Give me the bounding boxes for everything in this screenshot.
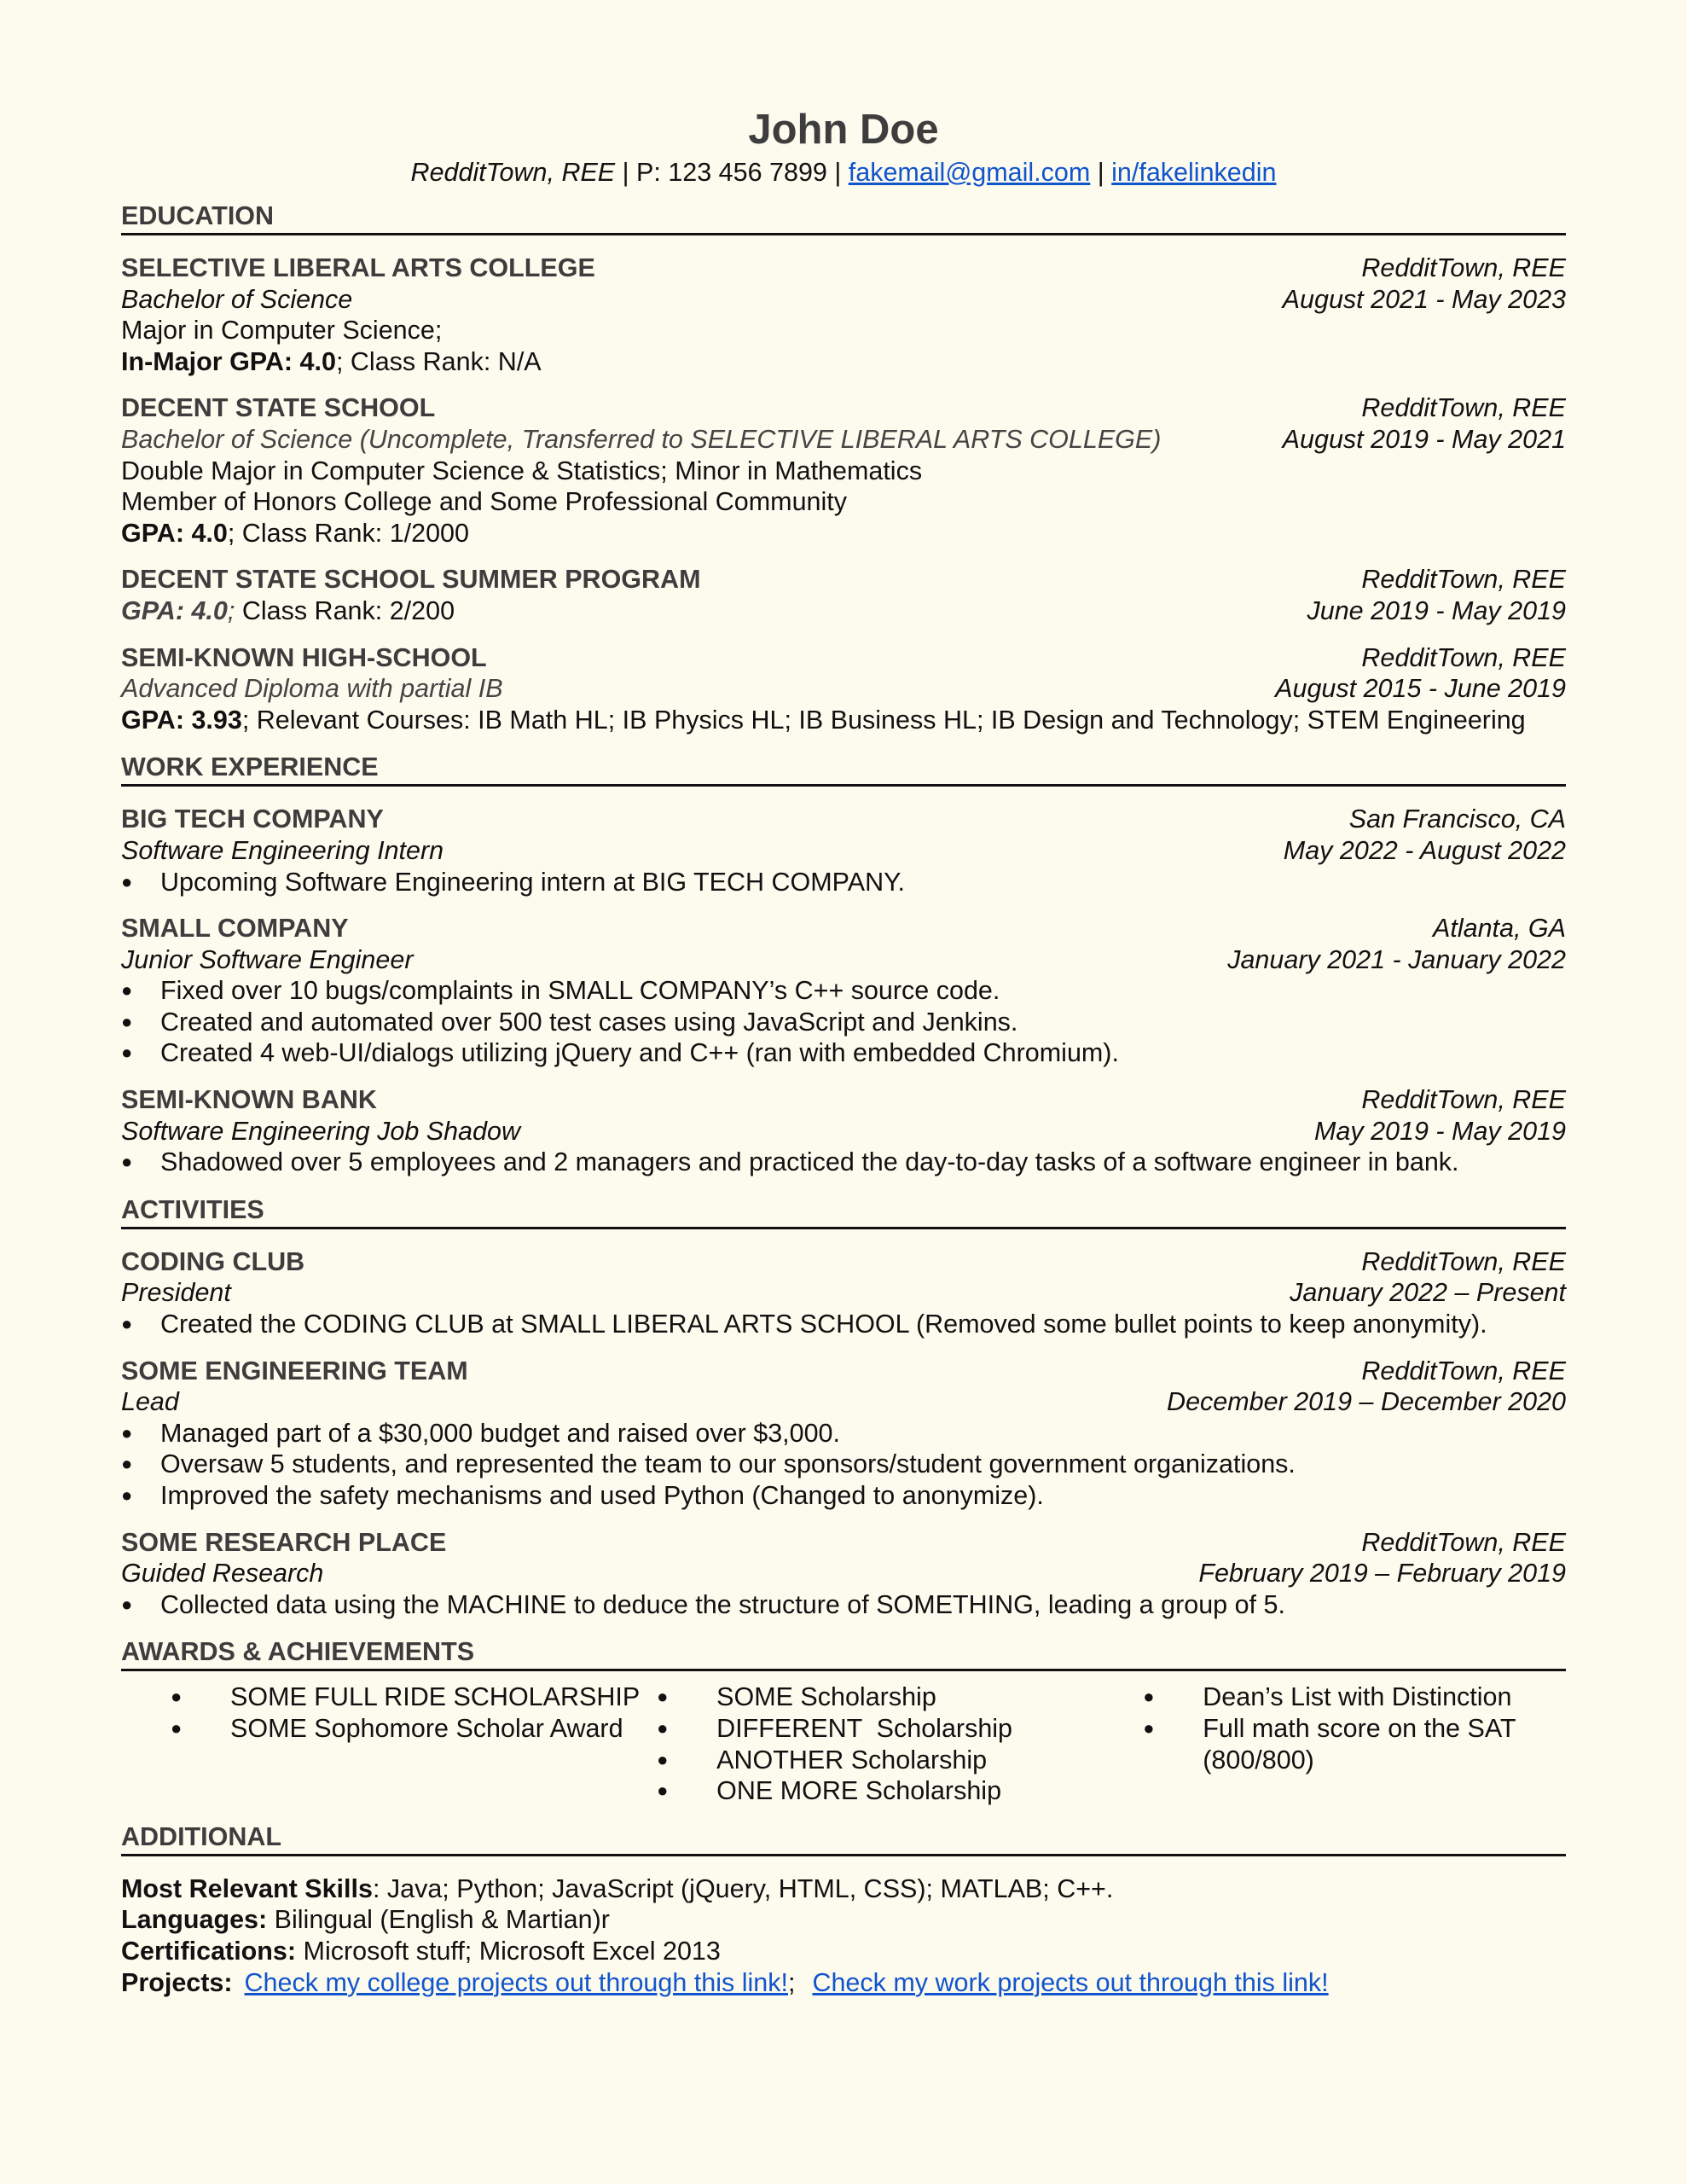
detail-line: Major in Computer Science; <box>121 316 443 346</box>
gpa-label: In-Major GPA: 4.0 <box>121 346 336 376</box>
section-title-additional: ADDITIONAL <box>121 1821 1566 1856</box>
skills-label: Most Relevant Skills <box>121 1873 373 1903</box>
bullet-item: ● Oversaw 5 students, and represented the team to our sponsors/student government organizations. <box>121 1449 1566 1480</box>
dates: February 2019 – February 2019 <box>1198 1559 1566 1589</box>
activity-name: SOME RESEARCH PLACE <box>121 1527 447 1557</box>
bullet-item: ● Upcoming Software Engineering intern at BIG TECH COMPANY. <box>121 867 1566 898</box>
skills-line <box>121 1873 1566 1905</box>
certifications-line <box>121 1936 1566 1967</box>
awards-grid <box>121 1682 1566 1806</box>
college-projects-link[interactable]: Check my college projects out through this link! <box>244 1967 788 1997</box>
bullet-list <box>121 867 1566 898</box>
activity-name: CODING CLUB <box>121 1246 305 1276</box>
dates: January 2022 – Present <box>1290 1278 1566 1308</box>
languages-line <box>121 1904 1566 1936</box>
languages-label: Languages: <box>121 1905 268 1935</box>
award-item: ● ONE MORE Scholarship <box>657 1775 1143 1807</box>
contact-location: RedditTown, REE <box>410 158 616 187</box>
awards-column <box>171 1682 657 1806</box>
job-title: Software Engineering Job Shadow <box>121 1116 520 1146</box>
company-name: SMALL COMPANY <box>121 914 349 944</box>
gpa-rest: Class Rank: 2/200 <box>235 595 455 625</box>
candidate-name: John Doe <box>748 107 939 153</box>
dates: December 2019 – December 2020 <box>1167 1387 1566 1417</box>
bullet-list <box>121 1418 1566 1512</box>
awards-column <box>657 1682 1143 1806</box>
gpa-line <box>121 346 1566 378</box>
contact-divider: | <box>1090 158 1112 187</box>
gpa-line <box>121 518 1566 549</box>
school-location: RedditTown, REE <box>1361 642 1566 672</box>
bullet-item: ● Shadowed over 5 employees and 2 managers and practiced the day-to-day tasks of a software engineer in bank. <box>121 1147 1566 1178</box>
award-item: ● ANOTHER Scholarship <box>657 1745 1143 1776</box>
award-item: ● SOME FULL RIDE SCHOLARSHIP <box>171 1682 657 1713</box>
bullet-item: ● Created the CODING CLUB at SMALL LIBERAL ARTS SCHOOL (Removed some bullet points to keep anonymity). <box>121 1309 1566 1340</box>
gpa-label: GPA: 4.0 <box>121 595 228 625</box>
email-link[interactable]: fakemail@gmail.com <box>848 158 1091 187</box>
activity-entry <box>121 1246 1566 1340</box>
degree: Bachelor of Science <box>121 284 353 314</box>
school-location: RedditTown, REE <box>1361 393 1566 423</box>
bullet-list <box>121 1147 1566 1178</box>
award-item: ● Dean’s List with Distinction <box>1143 1682 1566 1713</box>
gpa-rest: ; Class Rank: 1/2000 <box>227 518 469 548</box>
bullet-list <box>121 975 1566 1069</box>
bullet-item: ● Fixed over 10 bugs/complaints in SMALL COMPANY’s C++ source code. <box>121 975 1566 1007</box>
bullet-item: ● Improved the safety mechanisms and used Python (Changed to anonymize). <box>121 1480 1566 1512</box>
activity-location: RedditTown, REE <box>1361 1527 1566 1557</box>
school-location: RedditTown, REE <box>1361 565 1566 595</box>
dates: August 2021 - May 2023 <box>1282 284 1566 314</box>
work-projects-link[interactable]: Check my work projects out through this link! <box>812 1967 1329 1997</box>
company-location: RedditTown, REE <box>1361 1085 1566 1115</box>
gpa-semicolon: ; <box>227 595 235 625</box>
bullet-item: ● Managed part of a $30,000 budget and raised over $3,000. <box>121 1418 1566 1449</box>
education-entry <box>121 253 1566 377</box>
education-entry <box>121 564 1566 626</box>
company-location: San Francisco, CA <box>1348 804 1566 834</box>
bullet-list <box>121 1309 1566 1340</box>
job-title: Junior Software Engineer <box>121 944 414 974</box>
activity-entry <box>121 1527 1566 1621</box>
award-item: ● SOME Scholarship <box>657 1682 1143 1713</box>
work-entry <box>121 1084 1566 1178</box>
awards-column <box>1143 1682 1566 1806</box>
work-entry <box>121 913 1566 1069</box>
certifications-value: Microsoft stuff; Microsoft Excel 2013 <box>296 1936 721 1966</box>
activity-role: Lead <box>121 1387 179 1417</box>
section-title-activities: ACTIVITIES <box>121 1194 1566 1229</box>
section-title-awards: AWARDS & ACHIEVEMENTS <box>121 1635 1566 1671</box>
activity-entry <box>121 1356 1566 1512</box>
dates: January 2021 - January 2022 <box>1227 944 1566 974</box>
activity-role: President <box>121 1278 231 1308</box>
activity-name: SOME ENGINEERING TEAM <box>121 1356 468 1385</box>
award-item: ● Full math score on the SAT (800/800) <box>1143 1713 1566 1775</box>
bullet-item: ● Created 4 web-UI/dialogs utilizing jQuery and C++ (ran with embedded Chromium). <box>121 1037 1566 1069</box>
gpa-rest: ; Class Rank: N/A <box>335 346 542 376</box>
projects-label: Projects: <box>121 1967 233 1997</box>
bullet-list <box>121 1589 1566 1621</box>
degree: Bachelor of Science (Uncomplete, Transferred to SELECTIVE LIBERAL ARTS COLLEGE) <box>121 424 1162 454</box>
education-entry <box>121 392 1566 549</box>
school-name: SELECTIVE LIBERAL ARTS COLLEGE <box>121 253 595 282</box>
dates: August 2019 - May 2021 <box>1282 424 1566 454</box>
award-item: ● DIFFERENT Scholarship <box>657 1713 1143 1745</box>
languages-value: Bilingual (English & Martian)r <box>267 1905 610 1935</box>
school-location: RedditTown, REE <box>1361 253 1566 282</box>
company-location: Atlanta, GA <box>1433 914 1566 944</box>
certifications-label: Certifications: <box>121 1936 297 1966</box>
bullet-item: ● Created and automated over 500 test cases using JavaScript and Jenkins. <box>121 1007 1566 1038</box>
bullet-item: ● Collected data using the MACHINE to deduce the structure of SOMETHING, leading a group of 5. <box>121 1589 1566 1621</box>
linkedin-link[interactable]: in/fakelinkedin <box>1111 158 1277 187</box>
gpa-label: GPA: 4.0 <box>121 518 228 548</box>
school-name: DECENT STATE SCHOOL <box>121 393 436 423</box>
activity-location: RedditTown, REE <box>1361 1356 1566 1385</box>
education-entry <box>121 642 1566 736</box>
job-title: Software Engineering Intern <box>121 835 444 865</box>
contact-line <box>121 155 1566 189</box>
gpa-line <box>121 705 1566 736</box>
projects-separator: ; <box>787 1967 796 1997</box>
activity-location: RedditTown, REE <box>1361 1246 1566 1276</box>
company-name: BIG TECH COMPANY <box>121 804 384 834</box>
dates: June 2019 - May 2019 <box>1307 595 1566 625</box>
school-name: DECENT STATE SCHOOL SUMMER PROGRAM <box>121 565 701 595</box>
company-name: SEMI-KNOWN BANK <box>121 1085 377 1115</box>
gpa-rest: ; Relevant Courses: IB Math HL; IB Physics HL; IB Business HL; IB Design and Technology; STEM Engineering <box>241 705 1526 735</box>
degree: Advanced Diploma with partial IB <box>121 674 503 704</box>
section-title-education: EDUCATION <box>121 200 1566 235</box>
work-entry <box>121 804 1566 897</box>
detail-line: Double Major in Computer Science & Statistics; Minor in Mathematics <box>121 456 923 485</box>
award-item: ● SOME Sophomore Scholar Award <box>171 1713 657 1745</box>
gpa-label: GPA: 3.93 <box>121 705 242 735</box>
contact-phone: | P: 123 456 7899 | <box>615 158 849 187</box>
dates: August 2015 - June 2019 <box>1275 674 1566 704</box>
dates: May 2022 - August 2022 <box>1283 835 1566 865</box>
section-title-work: WORK EXPERIENCE <box>121 751 1566 787</box>
skills-value: : Java; Python; JavaScript (jQuery, HTML, CSS); MATLAB; C++. <box>372 1873 1114 1903</box>
school-name: SEMI-KNOWN HIGH-SCHOOL <box>121 642 487 672</box>
gpa-line <box>121 595 455 627</box>
projects-line <box>121 1967 1566 1999</box>
dates: May 2019 - May 2019 <box>1314 1116 1566 1146</box>
detail-line: Member of Honors College and Some Professional Community <box>121 487 847 517</box>
activity-role: Guided Research <box>121 1559 324 1589</box>
